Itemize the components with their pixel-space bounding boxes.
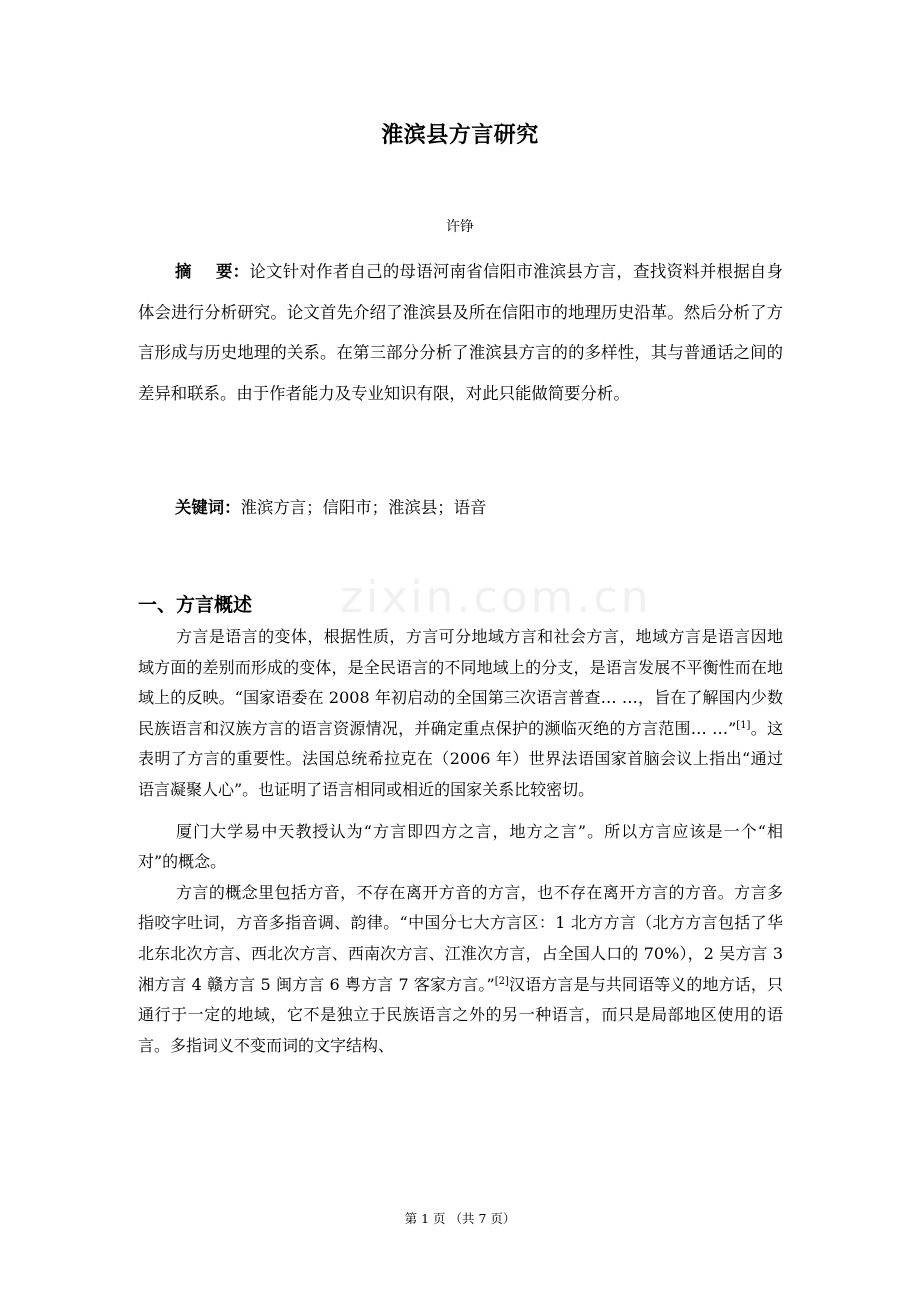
paragraph-3-text-b: 汉语方言是与共同语等义的地方话，只通行于一定的地域，它不是独立于民族语言之外的另一种语言，而只是局部地区使用的语言。多指词义不变而词的文字结构、: [138, 974, 783, 1055]
paper-title: 淮滨县方言研究: [381, 123, 539, 148]
body-paragraph-2: 厦门大学易中天教授认为“方言即四方之言，地方之言”。所以方言应该是一个“相对”的概念。: [138, 821, 783, 872]
body-paragraph-1: [138, 622, 783, 806]
citation-ref-2: [2]: [494, 975, 509, 987]
abstract-label: 摘: [175, 262, 192, 281]
author-name: 许铮: [446, 219, 474, 235]
paragraph-3-text-a: 方言的概念里包括方音，不存在离开方音的方言，也不存在离开方言的方音。方言多指咬字吐词，方音多指音调、韵律。“中国分七大方言区：1 北方方言（北方方言包括了华北东北次方言、西北次方言、西南次方言、江淮次方言，占全国人口的 70%），2 吴方言 3 湘方言 4 赣方言 5 闽方言 6 粤方言 7 客家方言。”: [138, 882, 783, 994]
watermark-text: zixin.com.cn: [340, 572, 652, 623]
page-footer: 第 1 页 （共 7 页）: [404, 1211, 516, 1226]
keywords-label: 关键词：: [175, 498, 241, 517]
abstract-label-tail: 要：: [215, 262, 250, 281]
body-paragraph-3: [138, 878, 783, 1062]
keywords-text: 淮滨方言；信阳市；淮滨县；语音: [240, 498, 487, 517]
abstract-text: 论文针对作者自己的母语河南省信阳市淮滨县方言，查找资料并根据自身体会进行分析研究。论文首先介绍了淮滨县及所在信阳市的地理历史沿革。然后分析了方言形成与历史地理的关系。在第三部分分析了淮滨县方言的的多样性，其与普通话之间的差异和联系。由于作者能力及专业知识有限，对此只能做简要分析。: [138, 262, 784, 403]
section-body: [138, 622, 783, 1061]
abstract-paragraph: [138, 252, 783, 414]
paragraph-1-text-b: 。这表明了方言的重要性。法国总统希拉克在（2006 年）世界法语国家首脑会议上指出“通过语言凝聚人心”。也证明了语言相同或相近的国家关系比较密切。: [138, 718, 783, 799]
paragraph-1-text-a: 方言是语言的变体，根据性质，方言可分地域方言和社会方言，地域方言是语言因地域方面的差别而形成的变体，是全民语言的不同地域上的分支，是语言发展不平衡性而在地域上的反映。“国家语委在 2008 年初启动的全国第三次语言普查… …，旨在了解国内少数民族语言和汉族方言的语言资源情况，并确定重点保护的濒临灭绝的方言范围… …”: [138, 627, 783, 738]
citation-ref-1: [1]: [736, 719, 751, 731]
keywords-line: [175, 494, 783, 522]
section-heading: 一、方言概述: [138, 594, 253, 616]
